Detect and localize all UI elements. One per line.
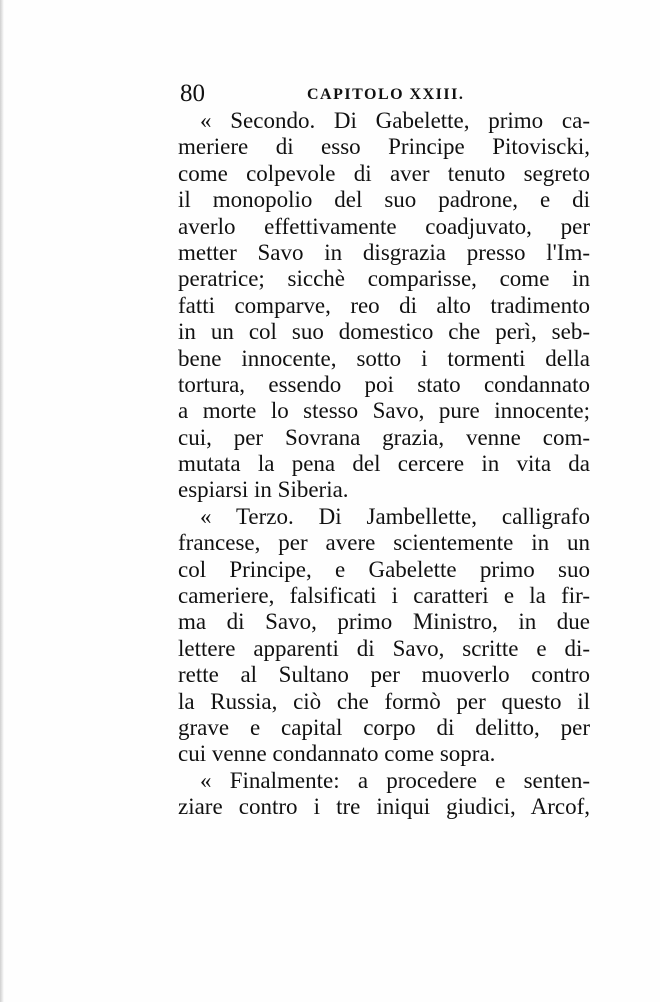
body-text: [178, 108, 590, 821]
text-line: mutata la pena del cercere in vita da: [178, 451, 590, 477]
text-line: grave e capital corpo di delitto, per: [178, 714, 590, 740]
text-line: metter Savo in disgrazia presso l'Im-: [178, 239, 590, 265]
text-line: il monopolio del suo padrone, e di: [178, 187, 590, 213]
scan-edge-shadow: [0, 0, 4, 1002]
text-line: come colpevole di aver tenuto segreto: [178, 160, 590, 186]
text-line: francese, per avere scientemente in un: [178, 530, 590, 556]
text-line: meriere di esso Principe Pitoviscki,: [178, 134, 590, 160]
text-line: averlo effettivamente coadjuvato, per: [178, 213, 590, 239]
text-line: ziare contro i tre iniqui giudici, Arcof,: [178, 794, 590, 820]
text-line: ma di Savo, primo Ministro, in due: [178, 609, 590, 635]
text-line: peratrice; sicchè comparisse, come in: [178, 266, 590, 292]
text-line: rette al Sultano per muoverlo contro: [178, 662, 590, 688]
text-line: « Finalmente: a procedere e senten-: [200, 767, 590, 793]
text-line: cui venne condannato come sopra.: [178, 741, 496, 767]
chapter-title: CAPITOLO XXIII.: [307, 86, 465, 103]
text-line: espiarsi in Siberia.: [178, 477, 349, 503]
text-line: in un col suo domestico che perì, seb-: [178, 319, 590, 345]
text-line: cui, per Sovrana grazia, venne com-: [178, 424, 590, 450]
text-line: la Russia, ciò che formò per questo il: [178, 688, 590, 714]
text-line: fatti comparve, reo di alto tradimento: [178, 292, 590, 318]
text-line: tortura, essendo poi stato condannato: [178, 371, 590, 397]
text-line: bene innocente, sotto i tormenti della: [178, 345, 590, 371]
text-line: « Terzo. Di Jambellette, calligrafo: [200, 503, 590, 529]
text-line: a morte lo stesso Savo, pure innocente;: [178, 398, 590, 424]
page-number: 80: [180, 80, 205, 107]
text-line: col Principe, e Gabelette primo suo: [178, 556, 590, 582]
text-line: « Secondo. Di Gabelette, primo ca-: [200, 108, 590, 133]
page-header: [180, 79, 590, 109]
text-line: cameriere, falsificati i caratteri e la fir-: [178, 583, 590, 609]
text-line: lettere apparenti di Savo, scritte e di-: [178, 635, 590, 661]
